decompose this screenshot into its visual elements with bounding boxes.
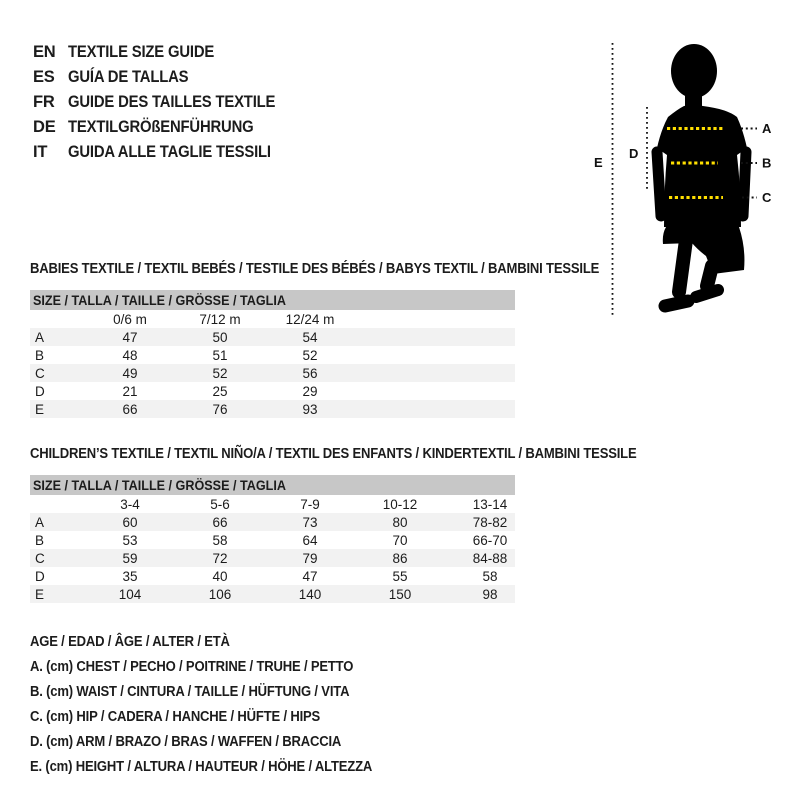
table-cell: 53 [122,532,138,548]
table-cell: 93 [302,401,318,417]
table-row [30,585,515,603]
row-label: D [35,383,45,399]
table-cell: 50 [212,329,228,345]
table-cell: 25 [212,383,228,399]
table-cell: 55 [392,568,408,584]
table-row [30,364,515,382]
guide-title: GUIDA ALLE TAGLIE TESSILI [68,143,271,161]
row-label: E [35,401,45,417]
measure-label-e: E [594,155,603,170]
table-header-row [30,310,515,328]
legend-line: B. (cm) WAIST / CINTURA / TAILLE / HÜFTUNG / VITA [30,684,350,700]
language-row [33,115,298,140]
language-code: EN [33,43,56,61]
size-bar [30,475,515,495]
row-label: B [35,347,45,363]
table-cell: 98 [482,586,498,602]
column-header: 7/12 m [199,311,241,327]
table-cell: 79 [302,550,318,566]
language-row [33,140,298,165]
table-cell: 59 [122,550,138,566]
table-cell: 72 [212,550,228,566]
language-row [33,65,298,90]
row-label: D [35,568,45,584]
measure-label-a: A [762,121,772,136]
table-header-row [30,495,515,513]
row-label: B [35,532,45,548]
language-code: ES [33,68,55,86]
table-cell: 52 [302,347,318,363]
size-bar-label: SIZE / TALLA / TAILLE / GRÖSSE / TAGLIA [33,292,286,308]
table-cell: 52 [212,365,228,381]
section-title: BABIES TEXTILE / TEXTIL BEBÉS / TESTILE DES BÉBÉS / BABYS TEXTIL / BAMBINI TESSILE [30,261,600,277]
table-row [30,549,515,567]
legend-age-line: AGE / EDAD / ÂGE / ALTER / ETÀ [30,634,230,650]
table-cell: 47 [302,568,318,584]
table-cell: 48 [122,347,138,363]
column-header: 3-4 [120,496,140,512]
table-row [30,328,515,346]
measure-label-b: B [762,155,772,171]
size-bar-label: SIZE / TALLA / TAILLE / GRÖSSE / TAGLIA [33,477,286,493]
column-header: 10-12 [382,496,418,512]
legend-line: A. (cm) CHEST / PECHO / POITRINE / TRUHE / PETTO [30,659,354,675]
column-header: 7-9 [300,496,320,512]
table-cell: 60 [122,514,138,530]
language-row [33,40,298,65]
table-row [30,531,515,549]
measure-label-c: C [762,190,772,205]
column-header: 0/6 m [113,311,147,327]
table-row [30,382,515,400]
table-cell: 140 [298,586,322,602]
table-cell: 78-82 [472,514,508,530]
table-cell: 80 [392,514,408,530]
table-cell: 40 [212,568,228,584]
table-cell: 84-88 [472,550,508,566]
measurement-legend [30,630,410,780]
row-label: C [35,550,45,566]
language-title-list [33,40,298,165]
table-cell: 76 [212,401,228,417]
guide-title: GUÍA DE TALLAS [68,68,189,86]
table-cell: 35 [122,568,138,584]
language-code: IT [33,143,48,161]
column-header: 13-14 [472,496,508,512]
table-cell: 86 [392,550,408,566]
language-code: FR [33,93,55,111]
measurement-figure [585,28,785,323]
table-cell: 150 [388,586,412,602]
guide-title: TEXTILE SIZE GUIDE [68,43,215,61]
legend-line: E. (cm) HEIGHT / ALTURA / HAUTEUR / HÖHE / ALTEZZA [30,759,373,775]
language-code: DE [33,118,56,136]
table-cell: 58 [482,568,498,584]
table-cell: 49 [122,365,138,381]
table-cell: 66 [122,401,138,417]
guide-title: GUIDE DES TAILLES TEXTILE [68,93,276,111]
table-row [30,346,515,364]
table-cell: 70 [392,532,408,548]
row-label: A [35,514,45,530]
table-cell: 47 [122,329,138,345]
legend-line: D. (cm) ARM / BRAZO / BRAS / WAFFEN / BRACCIA [30,734,342,750]
language-row [33,90,298,115]
table-cell: 64 [302,532,318,548]
table-cell: 54 [302,329,318,345]
guide-title: TEXTILGRÖßENFÜHRUNG [68,118,254,136]
table-cell: 66-70 [472,532,508,548]
table-cell: 73 [302,514,318,530]
babies-textile-section [30,261,600,418]
legend-line: C. (cm) HIP / CADERA / HANCHE / HÜFTE / HIPS [30,709,321,725]
children-textile-section [30,446,637,603]
table-cell: 21 [122,383,138,399]
table-cell: 51 [212,347,228,363]
table-cell: 29 [302,383,318,399]
column-header: 5-6 [210,496,230,512]
row-label: E [35,586,45,602]
child-silhouette-diagram [585,28,785,323]
table-cell: 66 [212,514,228,530]
table-row [30,400,515,418]
table-cell: 56 [302,365,318,381]
child-silhouette [657,44,747,306]
measure-label-d: D [629,146,639,161]
table-cell: 106 [208,586,232,602]
row-label: C [35,365,45,381]
table-row [30,567,515,585]
table-cell: 58 [212,532,228,548]
table-cell: 104 [118,586,142,602]
section-title: CHILDREN’S TEXTILE / TEXTIL NIÑO/A / TEXTIL DES ENFANTS / KINDERTEXTIL / BAMBINI TESSILE [30,446,637,462]
size-bar [30,290,515,310]
row-label: A [35,329,45,345]
column-header: 12/24 m [285,311,335,327]
table-row [30,513,515,531]
